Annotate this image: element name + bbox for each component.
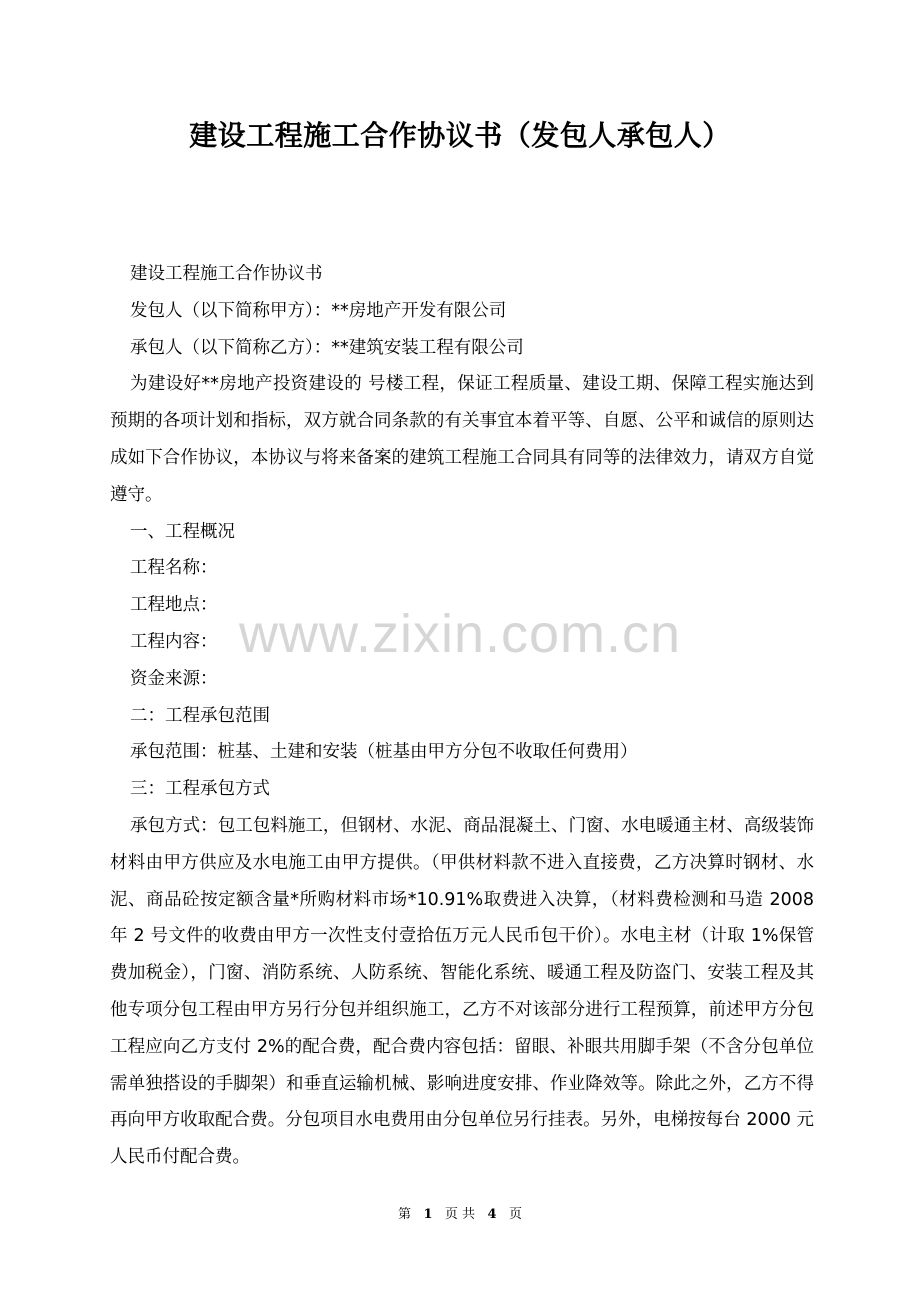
field-funding-source: 资金来源： bbox=[130, 668, 218, 689]
page-footer bbox=[0, 1205, 920, 1225]
footer-total-pages: 4 bbox=[487, 1207, 497, 1222]
paragraph-method: 承包方式：包工包料施工，但钢材、水泥、商品混凝土、门窗、水电暖通主材、高级装饰材料由甲方供应及水电施工由甲方提供。（甲供材料款不进入直接费，乙方决算时钢材、水泥、商品砼按定额含量*所购材料市场*10.91%取费进入决算，（材料费检测和马造 2008 年 2 号文件的收费由甲方一次性支付壹拾伍万元人民币包干价）。水电主材（计取 1%保管费加税金），门窗、消防系统、人防系统、智能化系统、暖通工程及防盗门、安装工程及其他专项分包工程由甲方另行分包并组织施工，乙方不对该部分进行工程预算，前述甲方分包工程应向乙方支付 2%的配合费，配合费内容包括：留眼、补眼共用脚手架（不含分包单位需单独搭设的手脚架）和垂直运输机械、影响进度安排、作业降效等。除此之外，乙方不得再向甲方收取配合费。分包项目水电费用由分包单位另行挂表。另外，电梯按每台 2000 元人民币付配合费。 bbox=[110, 815, 814, 1168]
footer-page-number: 1 bbox=[423, 1207, 433, 1222]
field-project-content: 工程内容： bbox=[130, 631, 218, 652]
section-heading-scope: 二：工程承包范围 bbox=[130, 705, 270, 726]
section-heading-overview: 一、工程概况 bbox=[130, 521, 235, 542]
footer-suffix: 页 bbox=[508, 1207, 522, 1222]
document-body bbox=[110, 256, 814, 1176]
footer-prefix: 第 bbox=[398, 1207, 412, 1222]
paragraph-party-a: 发包人（以下简称甲方）：**房地产开发有限公司 bbox=[130, 300, 507, 321]
footer-middle: 页 共 bbox=[444, 1207, 476, 1222]
paragraph-heading: 建设工程施工合作协议书 bbox=[130, 264, 323, 284]
field-project-location: 工程地点： bbox=[130, 595, 218, 616]
field-project-name: 工程名称： bbox=[130, 558, 218, 579]
watermark: www.zixin.com.cn bbox=[238, 604, 682, 664]
paragraph-preamble: 为建设好**房地产投资建设的 号楼工程，保证工程质量、建设工期、保障工程实施达到预期的各项计划和指标，双方就合同条款的有关事宜本着平等、自愿、公平和诚信的原则达成如下合作协议，本协议与将来备案的建筑工程施工合同具有同等的法律效力，请双方自觉遵守。 bbox=[110, 374, 814, 505]
section-heading-method: 三：工程承包方式 bbox=[130, 779, 270, 800]
paragraph-party-b: 承包人（以下简称乙方）：**建筑安装工程有限公司 bbox=[130, 337, 524, 358]
document-title: 建设工程施工合作协议书（发包人承包人） bbox=[189, 119, 731, 152]
paragraph-scope: 承包范围：桩基、土建和安装（桩基由甲方分包不收取任何费用） bbox=[130, 742, 638, 763]
